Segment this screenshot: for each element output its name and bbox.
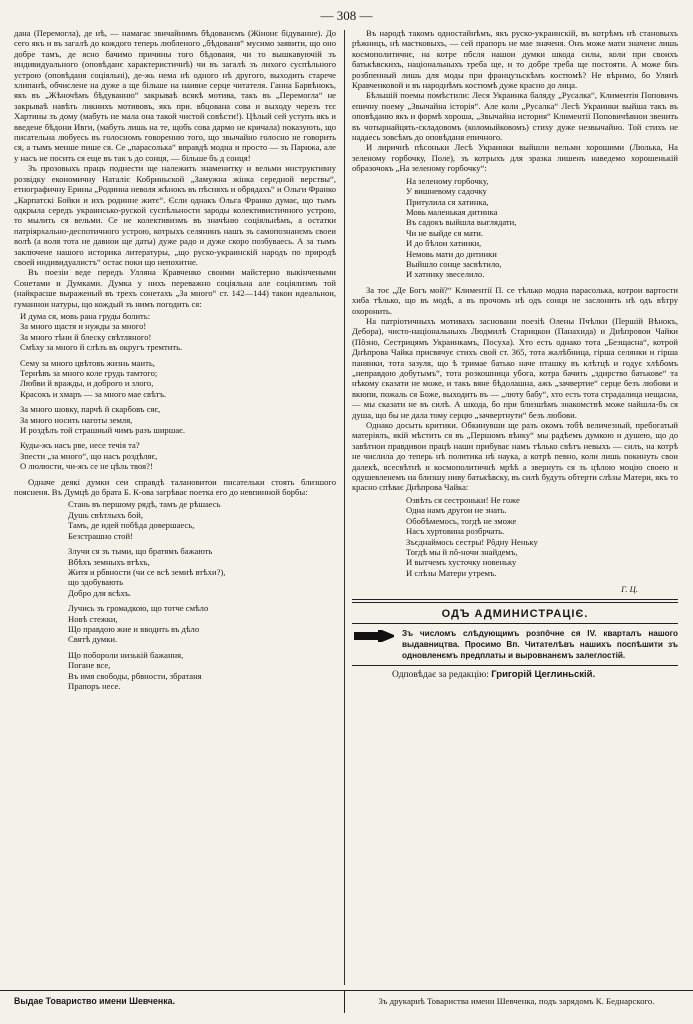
pointing-hand-icon — [352, 628, 396, 644]
poem-line: Злучи ся зъ тыми, що братямъ бажають — [68, 546, 213, 557]
poem-stanza — [20, 358, 336, 400]
article-signature: Г. Ц. — [621, 584, 638, 595]
poem-line: Красокъ и хмаръ — за много мае свѣтъ. — [20, 388, 167, 399]
administration-notice — [352, 628, 678, 661]
section-divider — [352, 599, 678, 603]
poem-line: Притулила ся хатинка, — [406, 196, 489, 207]
paragraph: И лиричнѣ пѣсоньки Лесѣ Украинки выйшли вельми хорошими (Люлька, На зеленому горбочку, Поле), зъ котрыхъ для зразка лишенъ наведемо хорошенькій образочокъ „На зеленому горбочку“: — [352, 142, 678, 174]
poem-line: У вишневому садочку — [406, 186, 487, 197]
poem-line: Стань въ першому рядѣ, тамъ де рѣшаесь — [68, 499, 221, 510]
poem-line: Вбѣхъ земныхъ втѣхъ, — [68, 556, 150, 567]
poem-line: що здобувають — [68, 577, 124, 588]
poem-stanza — [20, 499, 336, 541]
poem-line: Мовь маленькая дитинка — [406, 206, 498, 217]
paragraph: Бѣльшій поемы помѣстили: Леся Украинка баляду „Русалка“, Климентія Поповичъ епичну поему „Звычайна історія“. Але коли „Русалка“ Лесѣ Украинки выйша такъ въ оповѣданю якъ и формѣ хороша, „Звычайна история“ Климентії Поповичѣвнои звенить въ чотырнайцять-складовомъ (коломыйковомъ) стиху дуже незвычайно. Той стихъ не надаесь зовсѣмъ до оповѣданя епичного. — [352, 90, 678, 143]
poem-stanza — [20, 546, 336, 598]
printer-line: Зъ друкарнѣ Товариства имени Шевченка, подъ зарядомъ К. Беднарского. — [378, 996, 655, 1006]
poem-line: Смѣху за много й слѣзъ въ округъ тремтить. — [20, 342, 183, 353]
poem-ozvit-sya-sestronky — [358, 495, 678, 578]
editor-name: Григорій Цеглиньскій. — [491, 668, 596, 680]
paragraph: На патріотичныхъ мотивахъ засновани поезіѣ Олены Пчѣлки (Першій Вѣнокъ, Дебора), чисто-національныхъ Людмилѣ Старицкои (Панахида) и Днѣпровои Чайки (Пôзно, Сестрицямъ Украинкамъ, Посуха). Хто есть однако тота „Безщасна“, котрой Днѣпрова Чайка присвячує стихъ свой ст. 365, тота жалѣбница, гірша селянки и гірша панянки, тота зазуля, що ѣ тримае батько наче пташку въ клѣтцѣ и годує хлѣбомъ „неправдою добутымъ“, тота розкошница убога, котра бачить „здирство батькове“ та нѣкому сказати не може, и такъ вяне бѣдолашна, ажъ „зачвертие“ серце безъ любови и вкюпи, пожаль ся Боже, выходить въ — „люту бабу“, хто есть тота страдалица нещасна, — мы сказати не въ силѣ. А шкода, бо при близшѣмъ знакомствѣ може найшла-бъ ся душа, що бы не дала тому серцю „зачвертнути“ безъ любови. — [352, 315, 678, 420]
poem-line: О люлюсти, чи-жъ се не цѣль твоя?! — [20, 461, 153, 472]
poem-line: Що правдою жие и вводить въ дѣло — [68, 623, 200, 634]
poem-line: Одна намъ другои не знать. — [406, 505, 507, 516]
poem-line: Выйшло сонце засвѣтило, — [406, 258, 502, 269]
poem-line: Озвѣть ся сестроньки! Не гоже — [406, 494, 520, 505]
column-divider — [344, 30, 345, 985]
poem-line: Прапоръ несе. — [68, 680, 121, 691]
paragraph: Въ поезіи веде передъ Улляна Кравченко своими майстерно выкінчеными Сонетами и Думками. Думка у нихъ переважно соціяльна але соціялизмъ той (найкрасше выраженый въ трехъ сонетахъ „За много“ ст. 142—144) такои идеальнои, гуманнои натуры, що кождый зъ нимъ погодить ся: — [14, 267, 336, 309]
paragraph: Одначе деякі думки сеи справдѣ талановитои писательки стоять близшого поясненя. Въ Думцѣ до брата Б. К-ова загрѣває поетка его до невпинной борбы: — [14, 476, 336, 498]
poem-line: Новѣ стежки, — [68, 613, 118, 624]
paragraph: дана (Перемогла), де нѣ, — намагає звичайнимъ бѣдованємъ (Жінонє бідуванне). До сего якъ и въ загалѣ до кождого теперь любленого „бѣдованя“ мусимо заявити, що оно добре тамъ, де ясно бачимо причины того бѣдованя, чи то вышкавуючій зъ индивидуального (оповѣданє характеристичнѣ) чи въ загалѣ зъ лихого суспѣльного устрою (оповѣданя соціяльні), де-жь нема нѣ одного нѣ другого, выходить старече хлипанѣ, обчислене на дуже а ще більше на наивне серце читателя. Ганна Барвѣнокъ, якъ въ „Жѣночѣмъ бѣдуванню“ закрываѣ всякѣ мотива, такъ въ „Перемогла“ не закрываѣ навѣть ликнихъ мотивовъ, якъ при. вбцована сова и выходу черезъ тєє Хартины зъ дому (мабуть не мала она такой чистой совѣсти!). Цѣлый сей уступъ якъ и введене бѣдони Ивги, (мабуть лишь на те, щобъ сова дармо не кричала) показують, що писательна любуесь въ голосномъ говоренню того, що звычайно голосно не говорить ся, а тымъ менше пише ся. Се „парасолька“ вправдѣ модна и просто — зъ Парижа, але у насъ не посить ся еще въ так ъ до сонця, — більше бъ д сонця! — [14, 28, 336, 163]
paragraph: Однако досыть критики. Обкинувши ще разъ окомъ тобѣ величезный, пребогатый матеріялъ, якій мѣстить ся въ „Першомъ вѣнку“ мы радѣемъ думкою и душею, що до завѣтнои правдивои працѣ наши прибуває намъ тѣлько свѣтъ невыхъ — силъ, на котрѣ не числила до теперь нѣ политика нѣ наука, а котрѣ певно, коли лишь покинуть свои далекѣ, всесвѣтнѣ и космополитичнѣ мрѣѣ а звернуть ся зъ цѣлою моцію своею и одушевленемъ на близшу ниву батькѣвску, въ силѣ будуть обтерти слѣзы Матери, якъ то красно спѣває Днѣпрова Чайка: — [352, 420, 678, 493]
paragraph: За тоє „Де Богъ мой?“ Климентії П. се тѣлько модна парасолька, котрои вартости хиба тѣлько, що въ модѣ, а въ прочомъ нѣ одъ сонця не заслонить нѣ одъ вѣтру охоронить. — [352, 284, 678, 316]
poem-line: Сему за много цвѣтовъ жизнь маить, — [20, 357, 155, 368]
poem-line: Обобѣмемось, тогдѣ не зможе — [406, 515, 517, 526]
poem-line: На зеленому горбочку, — [406, 175, 489, 186]
poem-stanza — [20, 440, 336, 471]
administration-heading: ОДЪ АДМИНИСТРАЦІЄ. — [441, 607, 589, 620]
footer-divider — [344, 991, 345, 1013]
poem-line: Безстрашно стой! — [68, 530, 133, 541]
poem-line: Добро для всѣхъ. — [68, 587, 132, 598]
page-number: — 308 — — [320, 8, 373, 23]
poem-line: И до бѣлои хатинки, — [406, 238, 482, 249]
right-column — [352, 28, 678, 680]
page-footer — [0, 990, 693, 1013]
poem-line: Въ имя свободы, рбвности, збратаня — [68, 670, 202, 681]
poem-line: Душь свѣтлыхъ бой, — [68, 509, 143, 520]
poem-line: Лучись зъ громадкою, що тотче смѣло — [68, 603, 209, 614]
poem-line: Що побороли низькій бажання, — [68, 649, 184, 660]
poem-dumka-do-brata — [20, 499, 336, 691]
poem-line: За много носить наготы земля, — [20, 414, 133, 425]
poem-line: За много щастя и нужды за много! — [20, 321, 147, 332]
poem-stanza — [20, 311, 336, 353]
section-divider — [352, 665, 678, 666]
poem-na-zelenomu-gorbochku — [358, 176, 678, 280]
paragraph: Зъ прозовыхъ працъ поднести ще належить знаменитку и вельми инструктивну розвідку економичну Наталіє Кобриньской „Замужна жінка середной верствы“, етнографичну Ерины „Родинна неволя жѣнокъ въ пѣсняхъ и обрядахъ“ и Ольги Франко „Карпатскі Бойки и ихъ родинне житє“. Єсли однакъ Ольга Франко думає, що тымъ одкрыла середъ украинсько-руской суспѣльности зароды колективистичного устрою, то мылить ся вельми. Се не колективизмъ въ значѣню соціяльнѣмъ, а остатки патріярхально-деспотичного устрою, котрыхъ селянинъ нашъ зъ самопознанємъ своеи волѣ (а воля тота не давнои ще даты) дуже радо и дуже скоро позбуваесь. А за тымъ заключене нашого историка литературы, „що руско-украинскій народъ по природѣ своей индивидуалистъ“ остає поки що непохитне. — [14, 163, 336, 267]
left-column — [14, 28, 336, 696]
notice-text: Зъ числомъ слѣдующимъ розпôчне ся IV. кварталъ нашого выдавництва. Просимо Вп. Читателѣвъ нашихъ поспѣшити зъ одновленємъ предплаты и выровнанємъ залеглостій. — [402, 628, 678, 660]
section-divider — [352, 623, 678, 624]
editor-line — [352, 670, 678, 680]
poem-line: Немовь мати до дитинки — [406, 248, 497, 259]
poem-line: Куды-жъ насъ рве, несе течія та? — [20, 440, 140, 451]
editor-label: Одповѣдає за редакцію: — [392, 669, 489, 680]
poem-stanza — [20, 404, 336, 435]
poem-line: Насъ хуртовина розбрчать. — [406, 526, 505, 537]
poem-line: Зъєднаймось сестры! Рôдну Неньку — [406, 536, 538, 547]
poem-line: Зпести „за много“, що насъ роздѣляє, — [20, 450, 158, 461]
poem-line: Тогдѣ мы й пô-ночи знайдемъ, — [406, 546, 518, 557]
poem-line: Житя и рбвности (чи се всѣ земнѣ втѣхи?), — [68, 566, 226, 577]
poem-line: И дума ся, мовь рана груды болить: — [20, 310, 151, 321]
poem-line: Тамъ, де идей побѣда довершаесь, — [68, 520, 195, 531]
poem-line: Чи не выйде ся мати. — [406, 227, 484, 238]
poem-line: Въ садокъ выйшла выглядати, — [406, 217, 517, 228]
poem-stanza — [358, 176, 678, 280]
poem-stanza — [20, 650, 336, 692]
poem-line: Любви й вражды, и доброго и злого, — [20, 378, 154, 389]
poem-line: И хатинку звеселило. — [406, 269, 485, 280]
poem-line: Тернѣвъ за много коле грудь тамтого; — [20, 368, 158, 378]
poem-stanza — [20, 603, 336, 645]
poem-line: И вытчемъ хусточку новеньку — [406, 557, 517, 568]
poem-za-mnogo — [20, 311, 336, 472]
poem-line: И роздѣлъ той страшный чимъ разъ ширшає. — [20, 425, 186, 436]
poem-line: И слѣзы Матери утремъ. — [406, 567, 497, 578]
poem-stanza — [358, 495, 678, 578]
poem-line: Погане все, — [68, 660, 111, 671]
poem-line: За много шовку, парчѣ й скарбовъ сяє, — [20, 404, 161, 415]
poem-line: За много тѣни й блеску свѣтляного! — [20, 331, 152, 342]
poem-line: Святѣ думки. — [68, 634, 118, 645]
publisher-line: Выдае Товариство имени Шевченка. — [14, 996, 175, 1006]
paragraph: Въ народѣ такомъ одностайнѣмъ, якъ руско-украинскій, въ котрѣмъ нѣ становыхъ рѣжницъ, нѣ мастковыхъ, — сей прапоръ не мае значеня. Онъ може мати значенє лишь космополитичнє, на котре пбсля нашои думки шкода силы, коли при своихъ батькѣвскихъ, національныхъ треба ще, и то добре треба ще постояти. А може бнъ розбпенный лишь для моды при французьскѣмъ костюмѣ? Не вѣрнмо, бо Улянѣ Кравченковой и въ народнѣмъ костюмѣ дуже красно до лица. — [352, 28, 678, 91]
